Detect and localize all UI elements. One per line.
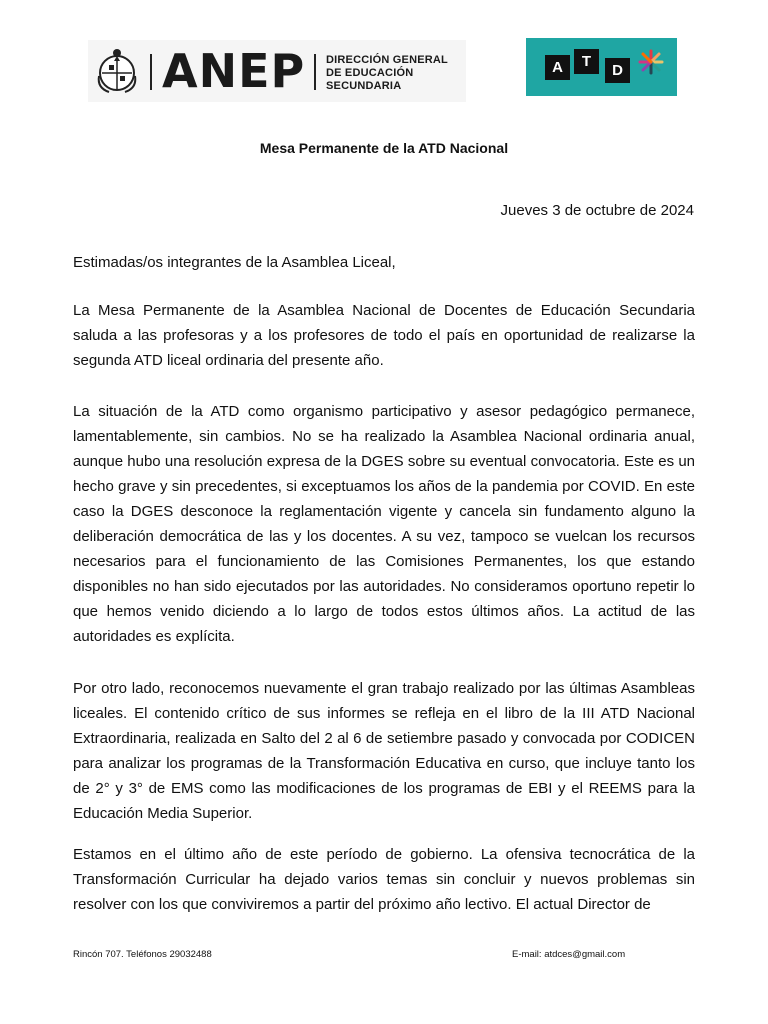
dgs-line: DIRECCIÓN GENERAL	[326, 54, 448, 66]
document-date: Jueves 3 de octubre de 2024	[500, 202, 694, 219]
body-paragraph: Por otro lado, reconocemos nuevamente el gran trabajo realizado por las últimas Asambleas liceales. El contenido crítico de sus informes se refleja en el libro de la III ATD Nacional Extraordinaria, realizada en Salto del 2 al 6 de setiembre pasado y convocada por CODICEN para analizar los programas de la Transformación Educativa en curso, que incluye tanto los de 2° y 3° de EMS como las modificaciones de los programas de EBI y el REEMS para la Educación Media Superior.	[73, 680, 695, 822]
star-burst-icon	[638, 49, 664, 75]
logo-divider	[150, 54, 152, 90]
anep-wordmark: ANEP	[162, 44, 306, 98]
body-paragraph: La situación de la ATD como organismo participativo y asesor pedagógico permanece, lamentablemente, sin cambios. No se ha realizado la Asamblea Nacional ordinaria anual, aunque hubo una resolución expresa de la DGES sobre su eventual convocatoria. Este es un hecho grave y sin precedentes, si exceptuamos los años de la pandemia por COVID. En este caso la DGES desconoce la reglamentación vigente y cancela sin fundamento alguno la deliberación democrática de las y los docentes. A su vez, tampoco se vuelcan los recursos necesarios para el funcionamiento de las Comisiones Permanentes, los que estando disponibles no han sido ejecutados por las autoridades. No consideramos oportuno repetir lo que hemos venido diciendo a lo largo de todos estos últimos años. La actitud de las autoridades es explícita.	[73, 403, 695, 645]
national-seal-icon	[94, 46, 140, 96]
atd-logo	[526, 38, 677, 96]
greeting: Estimadas/os integrantes de la Asamblea Liceal,	[73, 254, 396, 271]
dgs-line: SECUNDARIA	[326, 80, 402, 92]
logo-divider	[314, 54, 316, 90]
anep-logo	[88, 40, 466, 102]
body-paragraph: Estamos en el último año de este período de gobierno. La ofensiva tecnocrática de la Transformación Curricular ha dejado varios temas sin concluir y nuevos problemas sin resolver con los que conviviremos a partir del próximo año lectivo. El actual Director de	[73, 846, 695, 913]
dgs-line: DE EDUCACIÓN	[326, 67, 414, 79]
atd-letter-d: D	[605, 58, 630, 83]
document-title: Mesa Permanente de la ATD Nacional	[259, 140, 509, 156]
atd-letter-t: T	[574, 49, 599, 74]
atd-letter-a: A	[545, 55, 570, 80]
footer-address: Rincón 707. Teléfonos 29032488	[73, 949, 212, 960]
letterhead	[0, 0, 768, 110]
body-paragraph: La Mesa Permanente de la Asamblea Nacional de Docentes de Educación Secundaria saluda a las profesoras y a los profesores de todo el país en oportunidad de realizarse la segunda ATD liceal ordinaria del presente año.	[73, 302, 695, 369]
footer-email: E-mail: atdces@gmail.com	[512, 949, 626, 960]
dgs-label	[326, 54, 448, 93]
